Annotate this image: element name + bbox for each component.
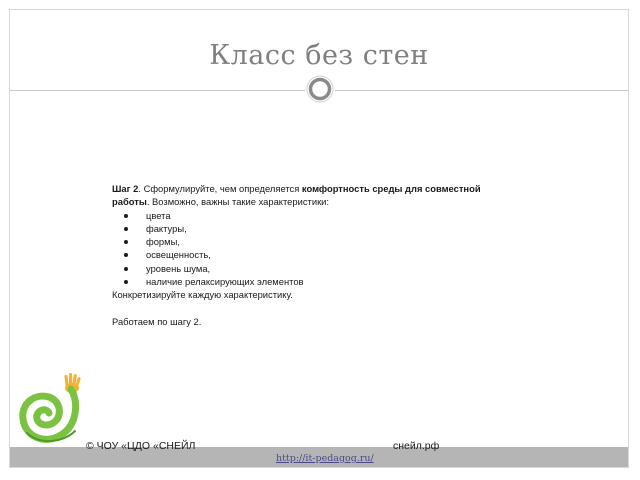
list-item-label: уровень шума, bbox=[146, 262, 211, 274]
intro-text-2: . Возможно, важны такие характеристики: bbox=[146, 196, 330, 208]
list-item-label: наличие релаксирующих элементов bbox=[146, 276, 304, 288]
step-label: Шаг 2 bbox=[112, 183, 139, 194]
list-item bbox=[112, 209, 512, 222]
list-item bbox=[112, 248, 512, 261]
ring-icon bbox=[305, 74, 335, 104]
list-item bbox=[112, 275, 512, 288]
site-domain: снейл.рф bbox=[393, 440, 440, 452]
snail-logo bbox=[19, 373, 81, 445]
step-paragraph bbox=[112, 182, 512, 209]
bullet-icon bbox=[124, 253, 128, 257]
list-item bbox=[112, 262, 512, 275]
bullet-icon bbox=[124, 240, 128, 244]
copyright-text: © ЧОУ «ЦДО «СНЕЙЛ bbox=[86, 440, 196, 452]
instruction-text: Конкретизируйте каждую характеристику. bbox=[112, 289, 293, 301]
list-item-label: фактуры, bbox=[146, 222, 187, 234]
bullet-icon bbox=[124, 227, 128, 231]
list-item-label: освещенность, bbox=[146, 249, 211, 261]
bullet-icon bbox=[124, 280, 128, 284]
list-item bbox=[112, 235, 512, 248]
list-item-label: формы, bbox=[146, 236, 180, 248]
characteristics-list bbox=[112, 209, 512, 289]
footer-link[interactable]: http://it-pedagog.ru/ bbox=[276, 453, 374, 464]
list-item-label: цвета bbox=[146, 209, 171, 221]
slide bbox=[9, 9, 629, 468]
slide-title: Класс без стен bbox=[209, 40, 429, 71]
intro-text-1: . Сформулируйте, чем определяется bbox=[138, 183, 302, 194]
spacer bbox=[112, 302, 512, 315]
slide-body bbox=[112, 182, 512, 328]
work-note: Работаем по шагу 2. bbox=[112, 315, 202, 327]
bullet-icon bbox=[124, 214, 128, 218]
list-item bbox=[112, 222, 512, 235]
bullet-icon bbox=[124, 267, 128, 271]
intro-bold: комфортность среды для совместной работы bbox=[112, 183, 481, 208]
